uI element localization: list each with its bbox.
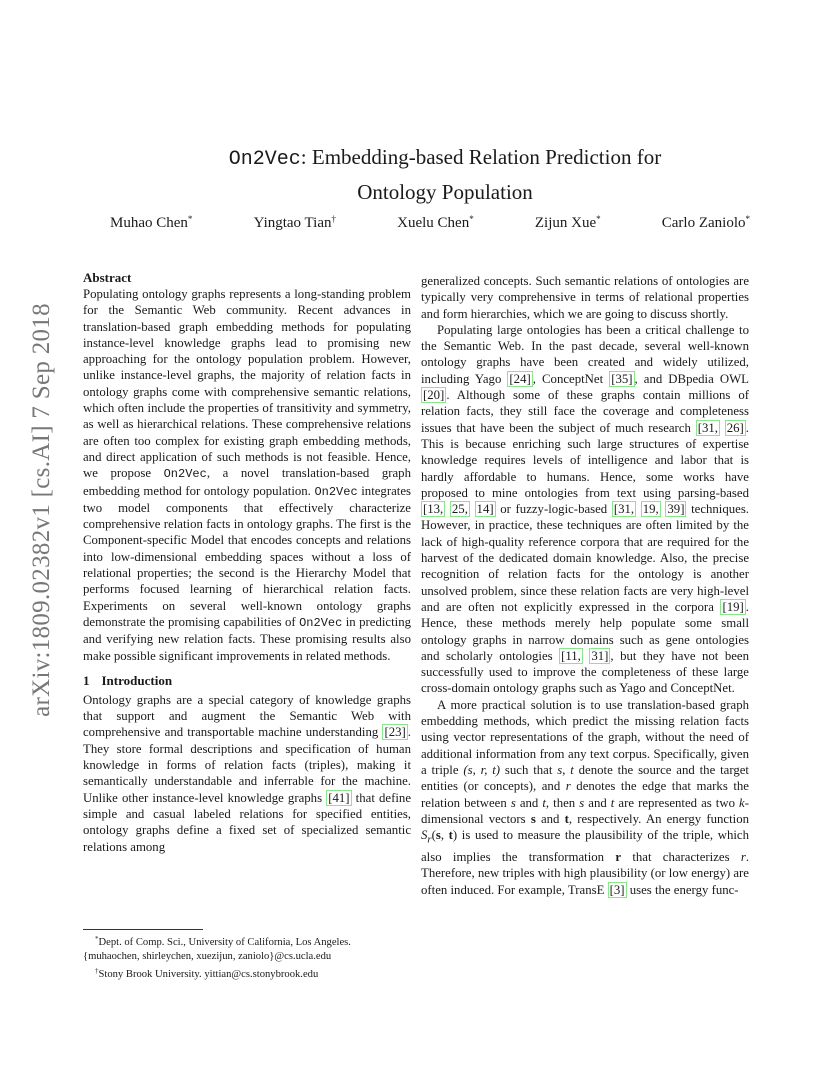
- footnote-affiliation-stonybrook: †Stony Brook University. yittian@cs.stonybrook.edu: [95, 967, 319, 980]
- abstract-heading: Abstract: [83, 270, 132, 285]
- citation-link[interactable]: [11,: [561, 648, 581, 663]
- right-column: [421, 273, 749, 898]
- citation-link[interactable]: 31]: [591, 648, 609, 663]
- paper-title: [120, 141, 770, 208]
- citation-link[interactable]: 39]: [667, 502, 685, 517]
- intro-paragraph: Ontology graphs are a special category of knowledge graphs that support and augment the Semantic Web with comprehensive and transportable machine understanding [23] . They store formal descriptions and specification of human knowledge in forms of relation facts (triples), making it semantically understandable and inferrable for the machine. Unlike other instance-level knowledge graphs [41] that define simple and casual labeled relations for specified entities, ontology graphs define a fixed set of specialized semantic relations among: [83, 692, 411, 854]
- author: Muhao Chen*: [110, 214, 193, 231]
- left-column: [83, 270, 411, 855]
- citation-link[interactable]: [31,: [697, 420, 718, 435]
- citation-link[interactable]: [19]: [722, 599, 744, 614]
- body-paragraph: generalized concepts. Such semantic relations of ontologies are typically very comprehensive in terms of relational properties and form hierarchies, which we are going to discuss shortly.: [421, 274, 749, 321]
- citation-link[interactable]: 19,: [642, 502, 659, 517]
- author-list: [110, 214, 750, 232]
- abstract-text: Populating ontology graphs represents a long-standing problem for the Semantic Web community. Recent advances in translation-based graph embedding methods for populating instance-level knowledge graphs lead to promising new approaching for the ontology population problem. However, unlike instance-level graphs, the majority of relation facts in ontology graphs come with comprehensive semantic relations, which often include the properties of transitivity and symmetry, as well as hierarchical relations. These comprehensive relations are often too complex for existing graph embedding methods, and direct application of such methods is not feasible. Hence, we propose On2Vec, a novel translation-based graph embedding method for ontology population. On2Vec integrates two model components that effectively characterize comprehensive relation facts in ontology graphs. The first is the Component-specific Model that encodes concepts and relations into low-dimensional embedding spaces without a loss of relational properties; the second is the Hierarchy Model that performs focused learning of hierarchical relation facts. Experiments on several well-known ontology graphs demonstrate the promising capabilities of On2Vec in predicting and verifying new relation facts. These promising results also make possible significant improvements in related methods.: [83, 287, 411, 663]
- footnote-affiliation-ucla: *Dept. of Comp. Sci., University of California, Los Angeles.: [95, 935, 351, 948]
- footnote-emails: {muhaochen, shirleychen, xuezijun, zaniolo}@cs.ucla.edu: [83, 951, 332, 962]
- citation-link[interactable]: [23]: [384, 725, 406, 740]
- title-line1-rest: : Embedding-based Relation Prediction for: [300, 145, 662, 169]
- footnote-divider: [83, 929, 203, 930]
- arxiv-identifier-stamp: [22, 300, 62, 720]
- citation-link[interactable]: [31,: [613, 502, 635, 517]
- citation-link[interactable]: [3]: [609, 882, 625, 897]
- title-method-name: On2Vec: [228, 148, 301, 171]
- citation-link[interactable]: [20]: [423, 388, 445, 403]
- body-paragraph: Populating large ontologies has been a critical challenge to the Semantic Web. In the past decade, several well-known ontology graphs have been created and widely utilized, including Yago [24] , ConceptNet [35] , and DBpedia OWL [20] . Although some of these graphs contain millions of relation facts, they still face the coverage and completeness issues that have been the subject of much research [31, 26] . This is because enriching such large structures of expertise knowledge requires levels of intelligence and labor that is hardly affordable to humans. Hence, some works have proposed to mine ontologies from text using parsing-based [13, 25, 14] or fuzzy-logic-based [31, 19, 39] techniques. However, in practice, these techniques are often limited by the lack of high-quality reference corpora that are required for the harvest of the dedicated domain knowledge. Also, the precise recognition of relation facts for the ontology is another unsolved problem, since these relation facts are very high-level and are often not explicitly expressed in the corpora [19] . Hence, these methods merely help populate some small ontology graphs in narrow domains such as gene ontologies and scholarly ontologies [11, 31] , but they have not been successfully used to improve the completeness of these large cross-domain ontology graphs such as Yago and ConceptNet.: [421, 322, 750, 696]
- author: Zijun Xue*: [534, 214, 601, 231]
- author: Xuelu Chen*: [397, 214, 474, 231]
- citation-link[interactable]: 25,: [451, 502, 468, 517]
- citation-link[interactable]: [13,: [423, 502, 444, 517]
- citation-link[interactable]: [41]: [328, 790, 350, 805]
- author: Carlo Zaniolo*: [661, 214, 750, 231]
- author: Yingtao Tian†: [253, 214, 336, 231]
- title-line2: Ontology Population: [357, 180, 533, 204]
- footnotes: [83, 932, 413, 982]
- body-paragraph: A more practical solution is to use translation-based graph embedding methods, which predict the missing relation facts using vector representations of the graph, without the need of additional information from any text corpus. Specifically, given a triple (s, r, t) such that s, t denote the source and the target entities (or concepts), and r denotes the edge that marks the relation between s and t, then s and t are represented as two k-dimensional vectors s and t, respectively. An energy function $S_r(s$, t) is used to measure the plausibility of the triple, which also implies the transformation r that characterizes r. Therefore, new triples with high plausibility (or low energy) are often induced. For example, TransE [3] uses the energy func-: [421, 697, 750, 897]
- arxiv-id-text: arXiv:1809.02382v1 [cs.AI] 7 Sep 2018: [28, 303, 55, 717]
- citation-link[interactable]: 14]: [476, 502, 494, 517]
- section-heading-introduction: 1 Introduction: [83, 672, 173, 688]
- citation-link[interactable]: [24]: [509, 371, 531, 386]
- citation-link[interactable]: [35]: [611, 371, 633, 386]
- citation-link[interactable]: 26]: [726, 420, 744, 435]
